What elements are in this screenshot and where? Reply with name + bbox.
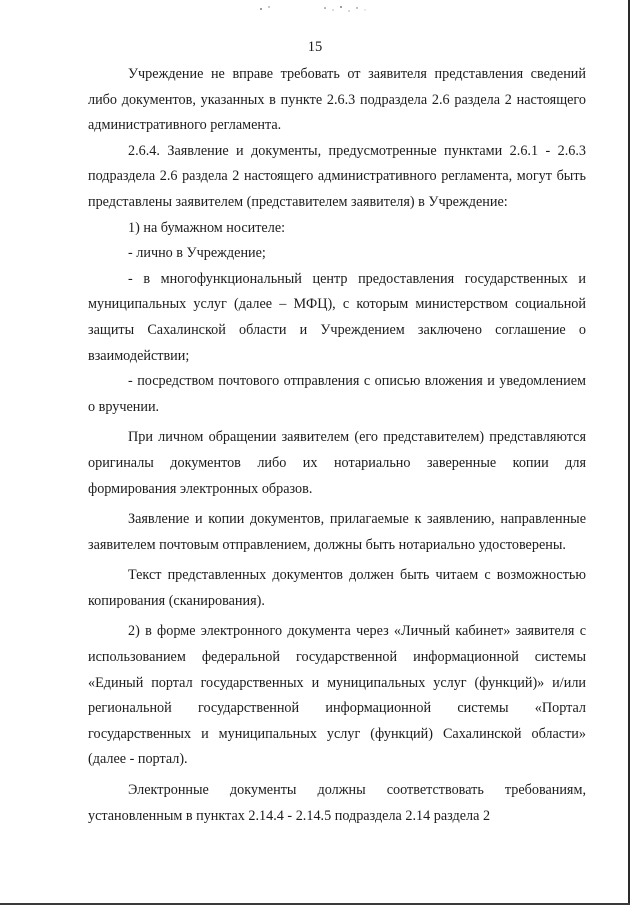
page-number: 15 [307,39,323,55]
paragraph-in-person: - лично в Учреждение; [128,245,266,262]
paragraph-restriction: Учреждение не вправе требовать от заявителя представления сведений либо документов, указанных в пункте 2.6.3 подраздела 2.6 раздела 2 настоящего административного регламента. [88,66,586,134]
paragraph-notarized: Заявление и копии документов, прилагаемые к заявлению, направленные заявителем почтовым отправлением, должны быть нотариально удостоверены. [88,511,586,553]
paragraph-postal: - посредством почтового отправления с описью вложения и уведомлением о вручении. [88,373,586,415]
paragraph-electronic: 2) в форме электронного документа через «Личный кабинет» заявителя с использованием федеральной государственной информационной системы «Единый портал государственных и муниципальных услуг (функций)» и/или региональной государственной информационной системы «Портал государственных и муниципальных услуг (функций) Сахалинской области» (далее - портал). [88,623,586,768]
paragraph-requirements: Электронные документы должны соответствовать требованиям, установленным в пунктах 2.14.4 - 2.14.5 подраздела 2.14 раздела 2 [88,782,586,824]
paragraph-paper-media: 1) на бумажном носителе: [128,219,286,236]
scan-noise-marks [255,2,375,16]
paragraph-2-6-4: 2.6.4. Заявление и документы, предусмотренные пунктами 2.6.1 - 2.6.3 подраздела 2.6 раздела 2 настоящего административного регламента, могут быть представлены заявителем (представителем заявителя) в Учреждение: [88,142,586,210]
paragraph-originals: При личном обращении заявителем (его представителем) представляются оригиналы документов либо их нотариально заверенные копии для формирования электронных образов. [88,429,586,497]
paragraph-readable: Текст представленных документов должен быть читаем с возможностью копирования (сканирования). [88,567,586,609]
paragraph-mfc: - в многофункциональный центр предоставления государственных и муниципальных услуг (далее – МФЦ), с которым министерством социальной защиты Сахалинской области и Учреждением заключено соглашение о взаимодействии; [88,270,586,364]
document-body [88,62,586,829]
